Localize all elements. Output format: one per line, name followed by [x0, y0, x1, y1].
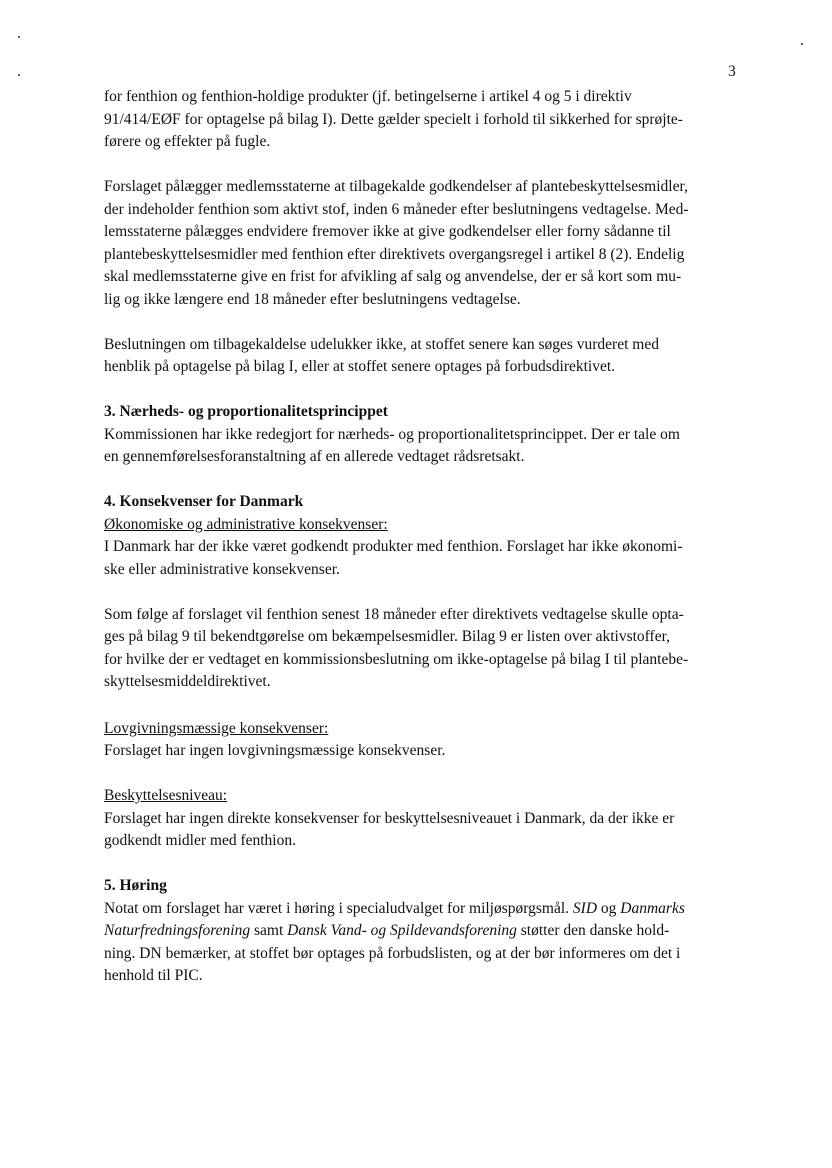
scan-artifact-dot — [18, 36, 20, 38]
organization-name-dvs: Dansk Vand- og Spildevandsforening — [287, 922, 517, 939]
legal-paragraph — [104, 718, 736, 763]
text-line: Som følge af forslaget vil fenthion senest 18 måneder efter direktivets vedtagelse skulle opta- — [104, 605, 684, 623]
text-line: lemsstaterne pålægges endvidere fremover ikke at give godkendelser eller forny sådanne til — [104, 223, 671, 240]
text-line: skyttelsesmiddeldirektivet. — [104, 673, 271, 690]
protection-paragraph — [104, 785, 736, 853]
text-line: skal medlemsstaterne give en frist for afvikling af salg og anvendelse, der er så kort som mu- — [104, 268, 682, 285]
subheading-economic: Økonomiske og administrative konsekvenser: — [104, 515, 388, 533]
text-line: henblik på optagelse på bilag I, eller at stoffet senere optages på forbudsdirektivet. — [104, 358, 616, 375]
intro-paragraph — [104, 86, 736, 154]
subheading-protection: Beskyttelsesniveau: — [104, 787, 228, 804]
text-line: for hvilke der er vedtaget en kommissionsbeslutning om ikke-optagelse på bilag I til plantebe- — [104, 650, 689, 668]
text-line: ges på bilag 9 til bekendtgørelse om bekæmpelsesmidler. Bilag 9 er listen over aktivstoffer, — [104, 628, 671, 645]
consequence-paragraph — [104, 604, 736, 694]
text-line: godkendt midler med fenthion. — [104, 832, 296, 849]
text-line: plantebeskyttelsesmidler med fenthion efter direktivets overgangsregel i artikel 8 (2). Endelig — [104, 245, 685, 263]
text-line: for fenthion og fenthion-holdige produkter (jf. betingelserne i artikel 4 og 5 i direktiv — [104, 88, 632, 105]
text-line — [104, 920, 736, 943]
section-heading: 4. Konsekvenser for Danmark — [104, 493, 304, 510]
section-heading: 5. Høring — [104, 877, 167, 894]
text-line: ning. DN bemærker, at stoffet bør optages på forbudslisten, og at der bør informeres om det i — [104, 944, 681, 962]
section-5 — [104, 875, 736, 988]
scan-artifact-dot — [801, 43, 803, 45]
text-line — [104, 898, 736, 921]
text-run: Notat om forslaget har været i høring i specialudvalget for miljøspørgsmål. — [104, 899, 573, 917]
withdrawal-paragraph — [104, 176, 736, 311]
organization-name-sid: SID — [572, 899, 598, 917]
text-line: en gennemførelsesforanstaltning af en allerede vedtaget rådsretsakt. — [104, 448, 525, 465]
document-body — [104, 86, 736, 988]
text-line: ske eller administrative konsekvenser. — [104, 560, 340, 578]
organization-name-dn: Danmarks — [620, 899, 685, 917]
decision-paragraph — [104, 334, 736, 379]
text-run: og — [597, 899, 621, 917]
organization-name-dn: Naturfredningsforening — [104, 922, 251, 939]
text-run: samt — [250, 922, 288, 939]
text-line: henhold til PIC. — [104, 967, 203, 984]
text-line: førere og effekter på fugle. — [104, 133, 271, 150]
text-line: Forslaget har ingen lovgivningsmæssige konsekvenser. — [104, 742, 446, 759]
section-3 — [104, 401, 736, 469]
text-line: der indeholder fenthion som aktivt stof, inden 6 måneder efter beslutningens vedtagelse. Med- — [104, 200, 689, 218]
section-4 — [104, 491, 736, 581]
text-line: 91/414/EØF for optagelse på bilag I). Dette gælder specielt i forhold til sikkerhed for sprøjte- — [104, 110, 683, 128]
section-heading: 3. Nærheds- og proportionalitetsprincippet — [104, 403, 388, 420]
scan-artifact-dot — [18, 74, 20, 76]
text-line: Forslaget har ingen direkte konsekvenser for beskyttelsesniveauet i Danmark, da der ikke er — [104, 809, 675, 827]
subheading-legal: Lovgivningsmæssige konsekvenser: — [104, 719, 329, 737]
text-line: I Danmark har der ikke været godkendt produkter med fenthion. Forslaget har ikke økonomi- — [104, 538, 683, 555]
text-line: lig og ikke længere end 18 måneder efter beslutningens vedtagelse. — [104, 290, 521, 308]
text-line: Kommissionen har ikke redegjort for nærheds- og proportionalitetsprincippet. Der er tale om — [104, 425, 680, 443]
text-run: støtter den danske hold- — [516, 922, 670, 939]
page-number: 3 — [728, 63, 736, 80]
text-line: Beslutningen om tilbagekaldelse udelukker ikke, at stoffet senere kan søges vurderet med — [104, 335, 659, 353]
text-line: Forslaget pålægger medlemsstaterne at tilbagekalde godkendelser af plantebeskyttelsesmidler, — [104, 178, 688, 195]
